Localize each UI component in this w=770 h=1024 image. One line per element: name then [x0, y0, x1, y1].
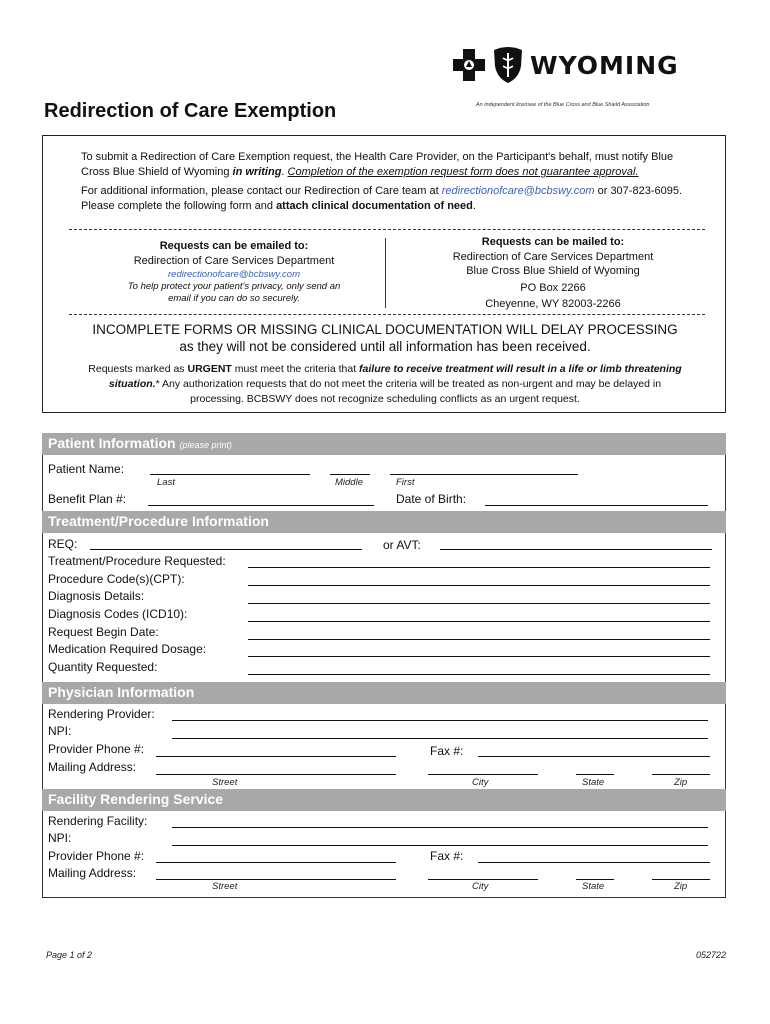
middle-name-field[interactable]: [330, 474, 370, 475]
dob-field[interactable]: [485, 505, 708, 506]
quantity-field[interactable]: [248, 674, 710, 675]
facility-npi-label: NPI:: [48, 831, 72, 845]
physician-state-field[interactable]: [576, 774, 614, 775]
physician-npi-field[interactable]: [172, 738, 708, 739]
dosage-label: Medication Required Dosage:: [48, 642, 207, 656]
divider: [69, 229, 705, 230]
begin-date-label: Request Begin Date:: [48, 625, 159, 639]
page-number: Page 1 of 2: [46, 950, 93, 960]
physician-phone-field[interactable]: [156, 756, 396, 757]
facility-fax-label: Fax #:: [430, 849, 464, 863]
benefit-plan-label: Benefit Plan #:: [48, 492, 127, 506]
facility-state-field[interactable]: [576, 879, 614, 880]
page-title: Redirection of Care Exemption: [44, 100, 337, 122]
treatment-requested-field[interactable]: [248, 567, 710, 568]
intro-paragraph-1: To submit a Redirection of Care Exemption request, the Health Care Provider, on the Participant's behalf, must notify Blue Cross Blue Shield of Wyoming in writing. Completion of the exemption request form does not guarantee approval.: [81, 151, 674, 178]
facility-fax-field[interactable]: [478, 862, 710, 863]
column-divider: [385, 238, 386, 308]
mail-instructions: Requests can be mailed to: Redirection of Care Services Department Blue Cross Blue Shield of Wyoming PO Box 2266 Cheyenne, WY 82003-2266: [452, 236, 654, 310]
rendering-provider-label: Rendering Provider:: [48, 707, 155, 721]
facility-city-field[interactable]: [428, 879, 538, 880]
facility-street-field[interactable]: [156, 879, 396, 880]
treatment-section-header: Treatment/Procedure Information: [42, 511, 726, 533]
processing-warning: INCOMPLETE FORMS OR MISSING CLINICAL DOCUMENTATION WILL DELAY PROCESSING as they will not be considered until all information has been received.: [92, 322, 678, 354]
physician-street-field[interactable]: [156, 774, 396, 775]
brand-name: WYOMING: [530, 50, 679, 80]
physician-address-label: Mailing Address:: [48, 760, 137, 774]
facility-npi-field[interactable]: [172, 845, 708, 846]
facility-section-header: Facility Rendering Service: [42, 789, 726, 811]
facility-zip-field[interactable]: [652, 879, 710, 880]
divider: [69, 314, 705, 315]
email-instructions: Requests can be emailed to: Redirection of Care Services Department redirectionofcare@bcbswy.com To help protect your patient's privacy, only send an email if you can do so securely.: [89, 239, 379, 305]
facility-address-label: Mailing Address:: [48, 866, 137, 880]
facility-phone-label: Provider Phone #:: [48, 849, 145, 863]
physician-city-field[interactable]: [428, 774, 538, 775]
first-name-field[interactable]: [390, 474, 578, 475]
rendering-facility-field[interactable]: [172, 827, 708, 828]
icd10-label: Diagnosis Codes (ICD10):: [48, 607, 188, 621]
facility-phone-field[interactable]: [156, 862, 396, 863]
avt-field[interactable]: [440, 549, 712, 550]
dob-label: Date of Birth:: [396, 492, 467, 506]
email-address[interactable]: redirectionofcare@bcbswy.com: [168, 269, 300, 280]
blue-cross-icon: [452, 48, 486, 82]
tagline: An independent licensee of the Blue Cross and Blue Shield Association: [476, 102, 650, 108]
begin-date-field[interactable]: [248, 639, 710, 640]
req-label: REQ:: [48, 537, 78, 551]
patient-section-header: Patient Information (please print): [42, 433, 726, 455]
patient-name-label: Patient Name:: [48, 462, 125, 476]
req-field[interactable]: [90, 549, 362, 550]
last-name-field[interactable]: [150, 474, 310, 475]
physician-section-header: Physician Information: [42, 682, 726, 704]
rendering-facility-label: Rendering Facility:: [48, 814, 148, 828]
benefit-plan-field[interactable]: [148, 505, 374, 506]
instructions-box: [42, 135, 726, 413]
email-link[interactable]: redirectionofcare@bcbswy.com: [441, 185, 595, 197]
physician-npi-label: NPI:: [48, 724, 72, 738]
cpt-field[interactable]: [248, 585, 710, 586]
form-code: 052722: [696, 950, 727, 960]
avt-label: or AVT:: [383, 538, 421, 552]
cpt-label: Procedure Code(s)(CPT):: [48, 572, 185, 586]
physician-fax-label: Fax #:: [430, 744, 464, 758]
urgent-criteria: Requests marked as URGENT must meet the criteria that failure to receive treatment will result in a life or limb threatening situation.* Any authorization requests that do not meet the criteria will be treated as non-urgent and may be delayed in processing. BCBSWY does not recognize scheduling conflicts as an urgent request.: [88, 363, 682, 405]
physician-fax-field[interactable]: [478, 756, 710, 757]
treatment-requested-label: Treatment/Procedure Requested:: [48, 554, 226, 568]
physician-zip-field[interactable]: [652, 774, 710, 775]
blue-shield-icon: [492, 46, 524, 84]
quantity-label: Quantity Requested:: [48, 660, 158, 674]
icd10-field[interactable]: [248, 621, 710, 622]
diagnosis-details-field[interactable]: [248, 603, 710, 604]
dosage-field[interactable]: [248, 656, 710, 657]
rendering-provider-field[interactable]: [172, 720, 708, 721]
diagnosis-details-label: Diagnosis Details:: [48, 589, 145, 603]
physician-phone-label: Provider Phone #:: [48, 742, 145, 756]
intro-paragraph-2: For additional information, please contact our Redirection of Care team at redirectionofcare@bcbswy.com or 307-823-6095. Please complete the following form and attach clinical documentation of need.: [81, 185, 682, 212]
